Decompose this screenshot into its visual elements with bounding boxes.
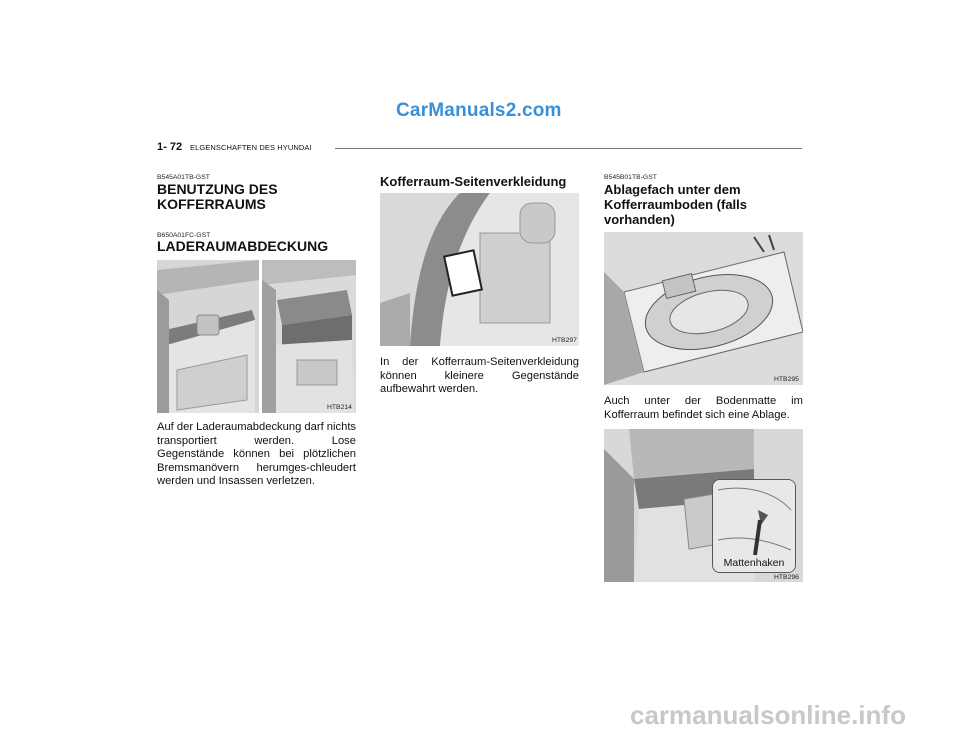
figure-code-htb214: HTB214 <box>327 404 352 411</box>
mat-hook-callout <box>712 479 796 573</box>
section-code-2: B650A01FC-GST <box>157 232 211 239</box>
page-number: 1- 72 <box>157 141 183 153</box>
section-header: ELGENSCHAFTEN DES HYUNDAI <box>190 143 312 152</box>
section-title-side-trim: Kofferraum-Seitenverkleidung <box>380 174 567 189</box>
watermark-top: CarManuals2.com <box>396 100 562 121</box>
figure-code-htb297: HTB297 <box>552 337 577 344</box>
section-code-3: B545B01TB-GST <box>604 174 657 181</box>
body-text-cargo-cover: Auf der Laderaumabdeckung darf nichts transportiert werden. Lose Gegenstände können bei plötzlichen Bremsmanövern herumges-chleudert werden und Insassen verletzen. <box>157 421 357 488</box>
section-title-2: LADERAUMABDECKUNG <box>157 238 329 254</box>
watermark-bottom: carmanualsonline.info <box>630 700 906 730</box>
body-text-underfloor: Auch unter der Bodenmatte im Kofferraum befindet sich eine Ablage. <box>604 395 803 421</box>
cargo-cover-photo-right <box>262 260 356 413</box>
body-text-side-trim: In der Kofferraum-Seitenverkleidung können kleinere Gegenstände aufbewahrt werden. <box>380 356 579 396</box>
header-rule <box>335 148 802 149</box>
section-title-underfloor: Ablagefach unter dem Kofferraumboden (falls vorhanden) <box>604 182 748 227</box>
section-code-1: B545A01TB-GST <box>157 174 210 181</box>
underfloor-tray-photo <box>604 232 803 385</box>
figure-code-htb295: HTB295 <box>774 376 799 383</box>
figure-code-htb296: HTB296 <box>774 574 799 581</box>
callout-label-mattenhaken: Mattenhaken <box>723 557 785 569</box>
side-trim-photo <box>380 193 579 346</box>
cargo-cover-photo-left <box>157 260 259 413</box>
section-title-1: BENUTZUNG DES KOFFERRAUMS <box>157 181 278 212</box>
